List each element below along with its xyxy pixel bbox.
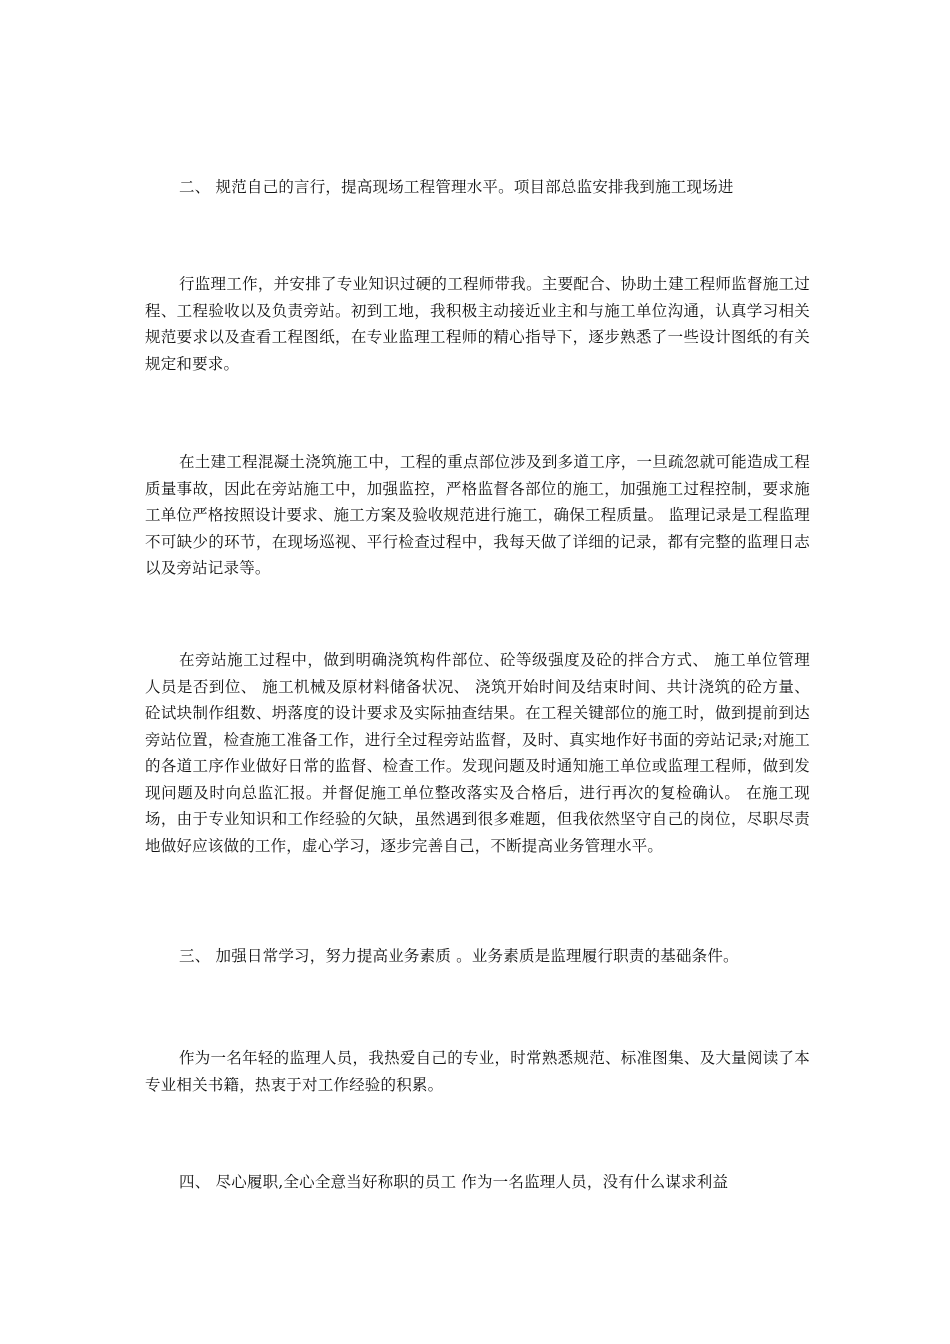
paragraph-daily-learning: 作为一名年轻的监理人员，我热爱自己的专业，时常熟悉规范、标准图集、及大量阅读了本专业相关书籍，热衷于对工作经验的积累。: [145, 1049, 810, 1094]
paragraph-supervision-work: 行监理工作，并安排了专业知识过硬的工程师带我。主要配合、协助土建工程师监督施工过程、工程验收以及负责旁站。初到工地，我积极主动接近业主和与施工单位沟通，认真学习相关规范要求以及查看工程图纸，在专业监理工程师的精心指导下，逐步熟悉了一些设计图纸的有关规定和要求。: [145, 275, 810, 373]
section-2-heading: 二、 规范自己的言行，提高现场工程管理水平。项目部总监安排我到施工现场进: [179, 178, 734, 196]
section-4-heading: 四、 尽心履职,全心全意当好称职的员工 作为一名监理人员，没有什么谋求利益: [179, 1173, 729, 1191]
paragraph-side-station: 在旁站施工过程中，做到明确浇筑构件部位、砼等级强度及砼的拌合方式、 施工单位管理人员是否到位、 施工机械及原材料储备状况、 浇筑开始时间及结束时间、共计浇筑的砼方量、砼试块制作组数、坍落度的设计要求及实际抽查结果。在工程关键部位的施工时，做到提前到达旁站位置，检查施工准备工作，进行全过程旁站监督，及时、真实地作好书面的旁站记录;对施工的各道工序作业做好日常的监督、检查工作。发现问题及时通知施工单位或监理工程师，做到发现问题及时向总监汇报。并督促施工单位整改落实及合格后，进行再次的复检确认。 在施工现场，由于专业知识和工作经验的欠缺，虽然遇到很多难题，但我依然坚守自己的岗位，尽职尽责地做好应该做的工作，虚心学习，逐步完善自己，不断提高业务管理水平。: [145, 651, 810, 855]
section-3-heading: 三、 加强日常学习，努力提高业务素质 。业务素质是监理履行职责的基础条件。: [179, 947, 739, 965]
paragraph-concrete-pouring: 在土建工程混凝土浇筑施工中，工程的重点部位涉及到多道工序，一旦疏忽就可能造成工程质量事故，因此在旁站施工中，加强监控，严格监督各部位的施工，加强施工过程控制，要求施工单位严格按照设计要求、施工方案及验收规范进行施工，确保工程质量。 监理记录是工程监理不可缺少的环节，在现场巡视、平行检查过程中，我每天做了详细的记录，都有完整的监理日志以及旁站记录等。: [145, 453, 810, 577]
